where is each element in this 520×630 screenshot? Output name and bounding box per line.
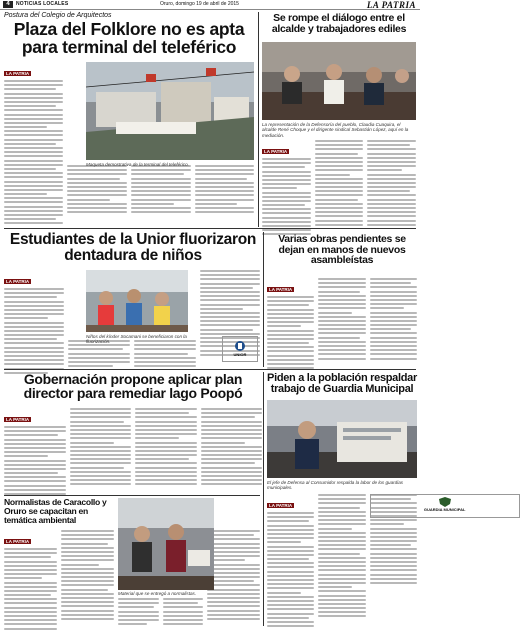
guardia-logo-text: GUARDIA MUNICIPAL [423, 507, 466, 512]
article-7-photo [118, 498, 214, 590]
article-4-tag: LA PATRIA [269, 287, 293, 292]
article-2-headline: Se rompe el diálogo entre el alcalde y trabajadores ediles [271, 12, 407, 35]
article-7-caption: Material que se entregó a normalistas. [118, 591, 197, 596]
article-3-headline: Estudiantes de la Unior fluorizaron dentadura de niños [9, 231, 257, 264]
article-3-tag: LA PATRIA [6, 279, 30, 284]
article-6-tag: LA PATRIA [269, 503, 293, 508]
article-1-kicker: Postura del Colegio de Arquitectos [4, 12, 112, 19]
article-5-tag: LA PATRIA [6, 417, 30, 422]
article-2-tag: LA PATRIA [264, 149, 288, 154]
article-6-body [267, 494, 466, 626]
article-3-photo [86, 270, 188, 332]
article-3-caption: Niños del kínder Socamani se beneficiaron con la fluorización. [86, 334, 187, 345]
guardia-logo [370, 494, 520, 518]
unior-logo-text: UNIOR [233, 352, 247, 357]
section-rule [4, 495, 260, 496]
article-1-caption: Maqueta demostrativa de la terminal del teleférico. [86, 162, 189, 167]
article-1-photo [86, 62, 254, 160]
article-7-headline: Normalistas de Caracollo y Oruro se capacitan en temática ambiental [4, 497, 107, 525]
page-header [0, 0, 420, 10]
section-title: NOTICIAS LOCALES [16, 1, 69, 7]
article-7-tag: LA PATRIA [6, 539, 30, 544]
article-5-headline: Gobernación propone aplicar plan director para remediar lago Poopó [23, 371, 243, 402]
article-1-headline: Plaza del Folklore no es apta para terminal del teleférico [13, 19, 245, 57]
unior-logo-mark [233, 340, 247, 352]
column-divider [263, 232, 264, 367]
section-rule [4, 228, 416, 229]
dateline: Oruro, domingo 19 de abril de 2015 [160, 1, 239, 7]
section-rule [4, 369, 416, 370]
article-4-body [267, 278, 417, 368]
page-number: 4 [3, 1, 13, 8]
article-1-tag: LA PATRIA [6, 71, 30, 76]
column-divider [263, 372, 264, 626]
masthead: LA PATRIA [366, 0, 416, 10]
article-6-photo [267, 400, 417, 478]
shield-icon [439, 497, 451, 507]
article-4-headline: Varias obras pendientes se dejan en manos de nuevos asambleístas [278, 233, 406, 267]
article-5-body [4, 408, 262, 492]
column-divider [258, 12, 259, 227]
article-2-photo [262, 42, 416, 120]
unior-logo [222, 336, 258, 362]
article-2-caption: La representación de la Defensoría del pueblo, Claudia Cuaquira, el alcalde René Choque y el dirigente sindical Sebastián López, aquí en la mediación. [262, 122, 409, 138]
article-2-body [262, 140, 416, 227]
article-6-caption: El jefe de Defensa al Consumidor respalda la labor de los guardias municipales. [267, 480, 404, 491]
article-6-headline: Piden a la población respaldar trabajo de Guardia Municipal [267, 372, 417, 396]
